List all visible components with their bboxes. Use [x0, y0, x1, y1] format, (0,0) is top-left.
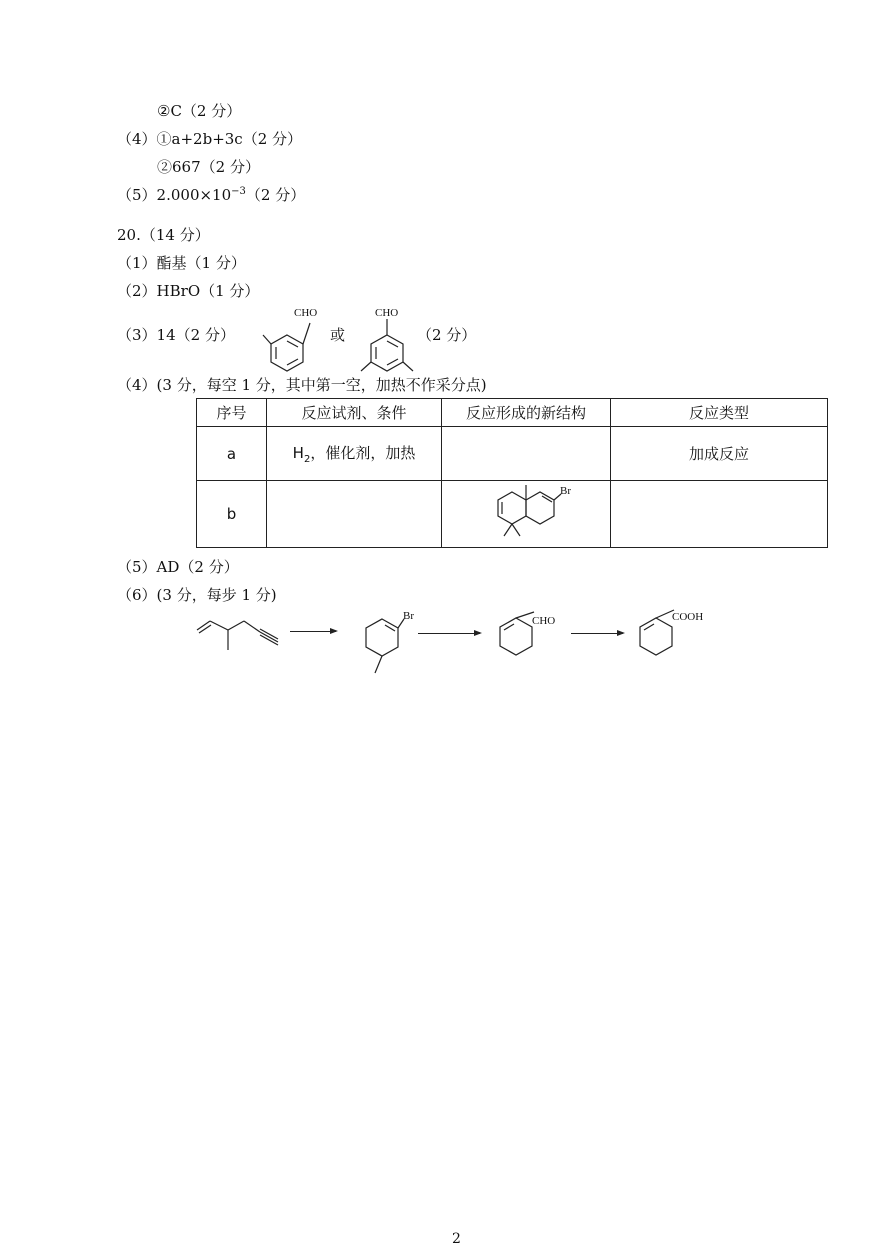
table-header-row [197, 399, 828, 427]
answer-20-1: （1）酯基（1 分） [117, 254, 246, 272]
br-label: Br [560, 485, 571, 497]
reaction-arrow-2 [418, 633, 480, 634]
answer-20-5: （5）AD（2 分） [117, 558, 239, 576]
structure-enyne [196, 610, 280, 658]
row-a-structure [442, 427, 611, 481]
row-b-id: b [197, 481, 267, 548]
structure-cyclohexenecarbaldehyde [488, 606, 573, 666]
question-20-heading: 20.（14 分） [117, 226, 210, 244]
structure-methylbenzaldehyde [262, 305, 332, 375]
row-b-type [611, 481, 828, 548]
structure-bromo-methylcyclohexene [348, 605, 423, 677]
structure-bicyclic-bromide [482, 480, 582, 544]
answer-20-3-prefix: （3）14（2 分） [117, 326, 235, 344]
answer-20-2: （2）HBrO（1 分） [117, 282, 260, 300]
answer-line-5 [117, 184, 305, 205]
cho-label: CHO [375, 307, 399, 319]
br-label: Br [403, 610, 414, 622]
header-index: 序号 [197, 399, 267, 427]
answer-20-6: （6）(3 分，每步 1 分) [117, 586, 277, 604]
answer-line-4-2: ②667（2 分） [157, 158, 260, 176]
cooh-label: COOH [672, 611, 704, 623]
structure-dimethylbenzaldehyde [350, 305, 420, 375]
row-b-reagent [267, 481, 442, 548]
table-row [197, 427, 828, 481]
header-reagent: 反应试剂、条件 [267, 399, 442, 427]
reaction-arrow-1 [290, 631, 336, 632]
answer-5-exponent: −3 [231, 186, 246, 197]
answer-20-4: （4）(3 分，每空 1 分，其中第一空，加热不作采分点) [117, 376, 487, 394]
answer-5-score: （2 分） [245, 186, 306, 204]
row-a-type: 加成反应 [611, 427, 828, 481]
answer-20-3-score: （2 分） [417, 326, 477, 344]
answer-line-c: ②C（2 分） [157, 102, 242, 120]
cho-label: CHO [294, 307, 318, 319]
header-structure: 反应形成的新结构 [442, 399, 611, 427]
row-a-id: a [197, 427, 267, 481]
answer-line-4-1: （4）①a+2b+3c（2 分） [117, 130, 303, 148]
answer-5-value: （5）2.000×10 [117, 186, 232, 204]
answer-20-3-or: 或 [330, 326, 346, 344]
reaction-arrow-3 [571, 633, 623, 634]
cho-label: CHO [532, 615, 556, 627]
structure-cyclohexenecarboxylic-acid [628, 606, 723, 666]
page-number: 2 [452, 1231, 461, 1247]
header-type: 反应类型 [611, 399, 828, 427]
row-a-reagent: $H_2$，催化剂，加热 [267, 427, 442, 481]
